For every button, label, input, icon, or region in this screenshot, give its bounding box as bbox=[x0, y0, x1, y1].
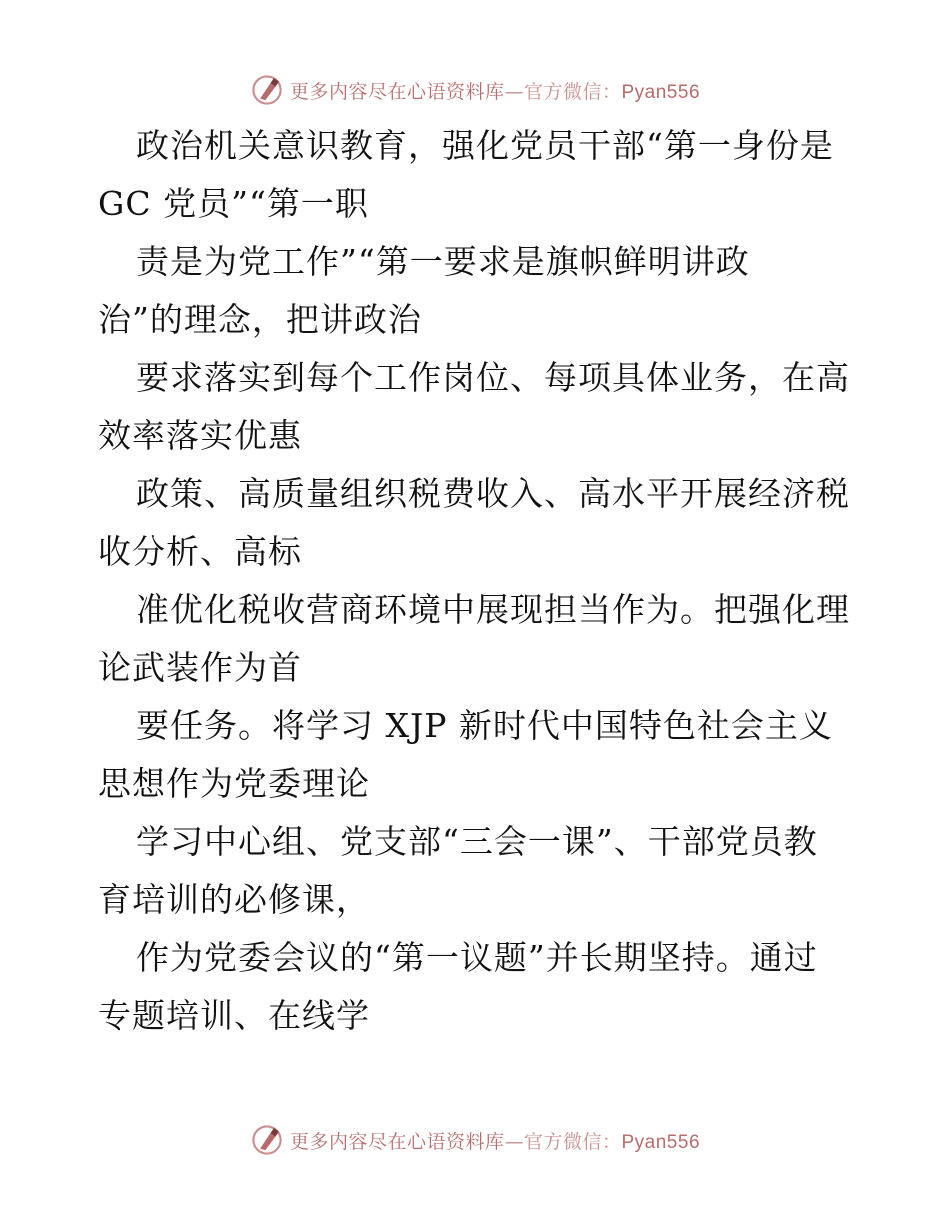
footer-watermark bbox=[0, 1120, 950, 1160]
watermark-text bbox=[290, 1127, 700, 1154]
text-line: 准优化税收营商环境中展现担当作为。把强化理 bbox=[136, 590, 850, 629]
text-line: 专题培训、在线学 bbox=[98, 996, 370, 1035]
watermark-separator: — bbox=[504, 80, 524, 103]
text-line: 论武装作为首 bbox=[98, 648, 302, 687]
text-line: 育培训的必修课， bbox=[98, 880, 370, 919]
pen-nib-logo-icon bbox=[250, 73, 284, 107]
text-line: 要任务。将学习 XJP 新时代中国特色社会主义 bbox=[136, 706, 833, 745]
text-line: 政治机关意识教育，强化党员干部“第一身份是 bbox=[136, 126, 834, 165]
text-line: 学习中心组、党支部“三会一课”、干部党员教 bbox=[136, 822, 818, 861]
document-body bbox=[98, 117, 858, 1045]
header-watermark bbox=[0, 70, 950, 110]
watermark-separator: — bbox=[504, 1130, 524, 1153]
text-line: 政策、高质量组织税费收入、高水平开展经济税 bbox=[136, 474, 850, 513]
watermark-text bbox=[290, 77, 700, 104]
text-line: 思想作为党委理论 bbox=[98, 764, 370, 803]
text-line: 责是为党工作”“第一要求是旗帜鲜明讲政 bbox=[136, 242, 750, 281]
text-line: 作为党委会议的“第一议题”并长期坚持。通过 bbox=[136, 938, 818, 977]
watermark-label: 官方微信： bbox=[523, 1130, 622, 1153]
watermark-wechat-id: Pyan556 bbox=[621, 1131, 701, 1153]
text-line: GC 党员”“第一职 bbox=[98, 184, 369, 223]
watermark-label: 官方微信： bbox=[523, 80, 622, 103]
text-line: 要求落实到每个工作岗位、每项具体业务，在高 bbox=[136, 358, 850, 397]
watermark-wechat-id: Pyan556 bbox=[621, 81, 701, 103]
text-line: 治”的理念，把讲政治 bbox=[98, 300, 422, 339]
pen-nib-logo-icon bbox=[250, 1123, 284, 1157]
watermark-brand: 更多内容尽在心语资料库 bbox=[289, 1130, 505, 1153]
text-line: 收分析、高标 bbox=[98, 532, 302, 571]
watermark-brand: 更多内容尽在心语资料库 bbox=[289, 80, 505, 103]
text-line: 效率落实优惠 bbox=[98, 416, 302, 455]
